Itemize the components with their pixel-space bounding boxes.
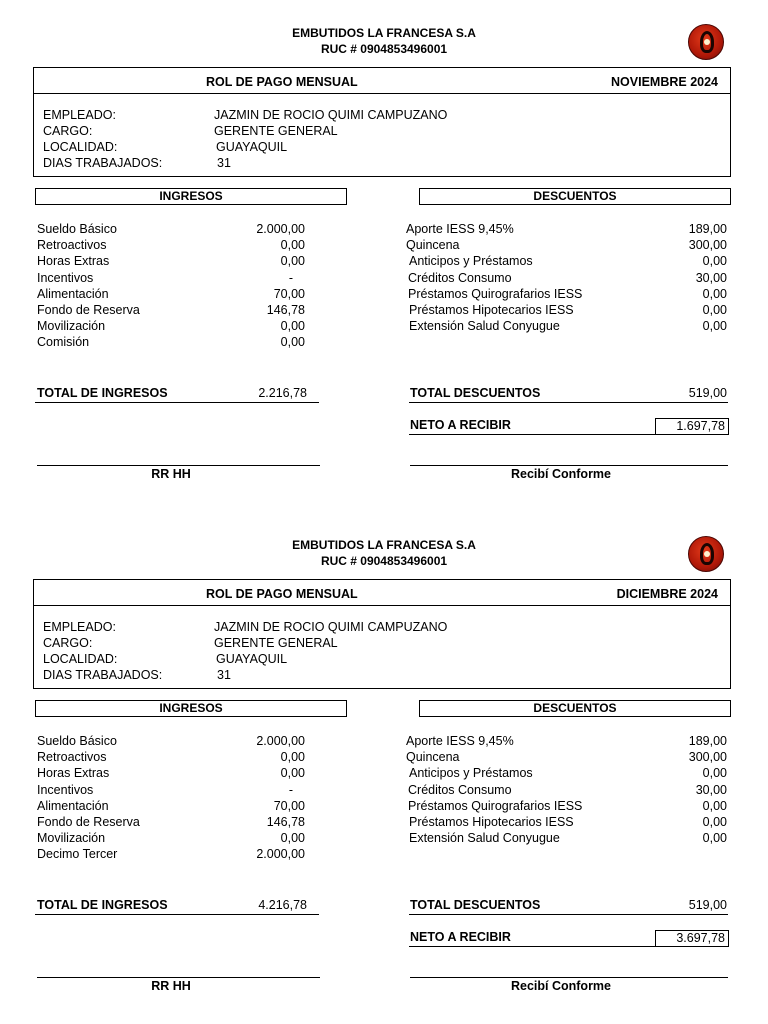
descuento-value: 189,00 — [688, 734, 727, 748]
signature-line-recibi — [410, 465, 728, 466]
ingreso-value: 146,78 — [266, 303, 305, 317]
employee-field-value: GUAYAQUIL — [216, 140, 288, 154]
employee-field-label: LOCALIDAD: — [43, 140, 118, 154]
total-ingresos-label: TOTAL DE INGRESOS — [37, 898, 168, 912]
descuento-value: 30,00 — [695, 782, 727, 797]
ingreso-value: 0,00 — [280, 335, 305, 350]
descuento-label: Préstamos Quirografarios IESS — [408, 798, 583, 813]
ingreso-label: Fondo de Reserva — [37, 303, 140, 317]
neto-label: NETO A RECIBIR — [410, 418, 511, 432]
ingreso-label: Decimo Tercer — [37, 847, 118, 862]
descuento-label: Extensión Salud Conyugue — [409, 319, 560, 334]
descuento-value: 0,00 — [702, 766, 727, 781]
ingreso-value: 0,00 — [280, 254, 305, 269]
ingreso-value: 0,00 — [280, 750, 305, 765]
total-descuentos-value: 519,00 — [688, 898, 727, 912]
ingresos-header: INGRESOS — [35, 188, 347, 205]
neto-rule — [409, 434, 655, 435]
total-ingresos-label: TOTAL DE INGRESOS — [37, 386, 168, 400]
ingreso-label: Incentivos — [37, 270, 94, 285]
company-logo-icon — [688, 536, 724, 572]
total-descuentos-label: TOTAL DESCUENTOS — [410, 898, 541, 912]
descuento-value: 300,00 — [688, 750, 727, 765]
employee-field-value: GUAYAQUIL — [216, 652, 288, 666]
total-ingresos-value: 2.216,78 — [258, 386, 307, 400]
ingreso-label: Incentivos — [37, 782, 94, 797]
employee-field-label: LOCALIDAD: — [43, 652, 118, 666]
ingreso-value: 0,00 — [280, 766, 305, 781]
employee-field-label: DIAS TRABAJADOS: — [43, 156, 163, 170]
ingreso-value: 2.000,00 — [256, 847, 305, 862]
descuentos-header: DESCUENTOS — [419, 188, 731, 205]
employee-field-label: EMPLEADO: — [43, 620, 116, 634]
descuento-label: Préstamos Hipotecarios IESS — [409, 303, 574, 317]
payroll-title: ROL DE PAGO MENSUAL — [206, 75, 358, 89]
total-descuentos-rule — [409, 402, 728, 403]
descuento-value: 0,00 — [702, 319, 727, 334]
total-ingresos-rule — [35, 914, 319, 915]
neto-rule — [409, 946, 655, 947]
descuento-value: 300,00 — [688, 238, 727, 253]
descuento-label: Aporte IESS 9,45% — [406, 222, 514, 236]
neto-value: 3.697,78 — [655, 930, 729, 947]
ingreso-label: Retroactivos — [37, 238, 107, 253]
ingreso-label: Movilización — [37, 831, 106, 846]
descuentos-header: DESCUENTOS — [419, 700, 731, 717]
employee-field-value: 31 — [217, 668, 231, 682]
neto-value: 1.697,78 — [655, 418, 729, 435]
company-logo-icon — [688, 24, 724, 60]
ingreso-label: Sueldo Básico — [37, 734, 117, 748]
ingreso-value: 0,00 — [280, 831, 305, 846]
ingreso-label: Horas Extras — [37, 254, 110, 269]
descuento-value: 0,00 — [702, 303, 727, 317]
descuento-value: 189,00 — [688, 222, 727, 236]
total-descuentos-rule — [409, 914, 728, 915]
employee-field-label: DIAS TRABAJADOS: — [43, 668, 163, 682]
descuento-value: 30,00 — [695, 270, 727, 285]
descuento-value: 0,00 — [702, 831, 727, 846]
employee-field-label: CARGO: — [43, 124, 93, 138]
ingreso-label: Alimentación — [37, 286, 109, 301]
ingreso-value: - — [288, 270, 293, 285]
company-ruc: RUC # 0904853496001 — [320, 554, 448, 568]
signature-line-rrhh — [37, 465, 320, 466]
ingreso-value: 2.000,00 — [256, 222, 305, 236]
ingreso-label: Movilización — [37, 319, 106, 334]
ingreso-label: Retroactivos — [37, 750, 107, 765]
descuento-label: Anticipos y Préstamos — [409, 766, 533, 781]
signature-line-recibi — [410, 977, 728, 978]
total-descuentos-label: TOTAL DESCUENTOS — [410, 386, 541, 400]
total-ingresos-value: 4.216,78 — [258, 898, 307, 912]
descuento-value: 0,00 — [702, 798, 727, 813]
employee-field-label: CARGO: — [43, 636, 93, 650]
descuento-label: Anticipos y Préstamos — [409, 254, 533, 269]
descuento-label: Quincena — [406, 750, 460, 765]
descuento-label: Extensión Salud Conyugue — [409, 831, 560, 846]
descuento-value: 0,00 — [702, 815, 727, 829]
employee-field-value: JAZMIN DE ROCIO QUIMI CAMPUZANO — [214, 620, 448, 634]
descuento-value: 0,00 — [702, 286, 727, 301]
ingreso-value: 70,00 — [273, 286, 305, 301]
company-name: EMBUTIDOS LA FRANCESA S.A — [292, 26, 476, 40]
company-ruc: RUC # 0904853496001 — [320, 42, 448, 56]
ingreso-value: 146,78 — [266, 815, 305, 829]
ingreso-value: 70,00 — [273, 798, 305, 813]
ingreso-label: Comisión — [37, 335, 90, 350]
ingreso-value: 2.000,00 — [256, 734, 305, 748]
signature-label-rrhh: RR HH — [151, 979, 191, 993]
ingreso-label: Sueldo Básico — [37, 222, 117, 236]
ingreso-value: - — [288, 782, 293, 797]
payroll-period: NOVIEMBRE 2024 — [611, 75, 718, 89]
company-name: EMBUTIDOS LA FRANCESA S.A — [292, 538, 476, 552]
payroll-title: ROL DE PAGO MENSUAL — [206, 587, 358, 601]
descuento-value: 0,00 — [702, 254, 727, 269]
signature-label-recibi: Recibí Conforme — [510, 979, 611, 993]
employee-field-value: JAZMIN DE ROCIO QUIMI CAMPUZANO — [214, 108, 448, 122]
ingreso-label: Fondo de Reserva — [37, 815, 140, 829]
signature-label-recibi: Recibí Conforme — [510, 467, 611, 481]
descuento-label: Créditos Consumo — [408, 782, 512, 797]
signature-label-rrhh: RR HH — [151, 467, 191, 481]
descuento-label: Préstamos Hipotecarios IESS — [409, 815, 574, 829]
descuento-label: Préstamos Quirografarios IESS — [408, 286, 583, 301]
ingreso-value: 0,00 — [280, 319, 305, 334]
employee-field-value: GERENTE GENERAL — [214, 636, 338, 650]
total-ingresos-rule — [35, 402, 319, 403]
ingresos-header: INGRESOS — [35, 700, 347, 717]
descuento-label: Quincena — [406, 238, 460, 253]
ingreso-label: Horas Extras — [37, 766, 110, 781]
neto-label: NETO A RECIBIR — [410, 930, 511, 944]
employee-field-value: 31 — [217, 156, 231, 170]
ingreso-label: Alimentación — [37, 798, 109, 813]
payroll-period: DICIEMBRE 2024 — [616, 587, 718, 601]
descuento-label: Aporte IESS 9,45% — [406, 734, 514, 748]
signature-line-rrhh — [37, 977, 320, 978]
ingreso-value: 0,00 — [280, 238, 305, 253]
payslip — [0, 512, 768, 1024]
total-descuentos-value: 519,00 — [688, 386, 727, 400]
employee-field-value: GERENTE GENERAL — [214, 124, 338, 138]
descuento-label: Créditos Consumo — [408, 270, 512, 285]
employee-field-label: EMPLEADO: — [43, 108, 116, 122]
